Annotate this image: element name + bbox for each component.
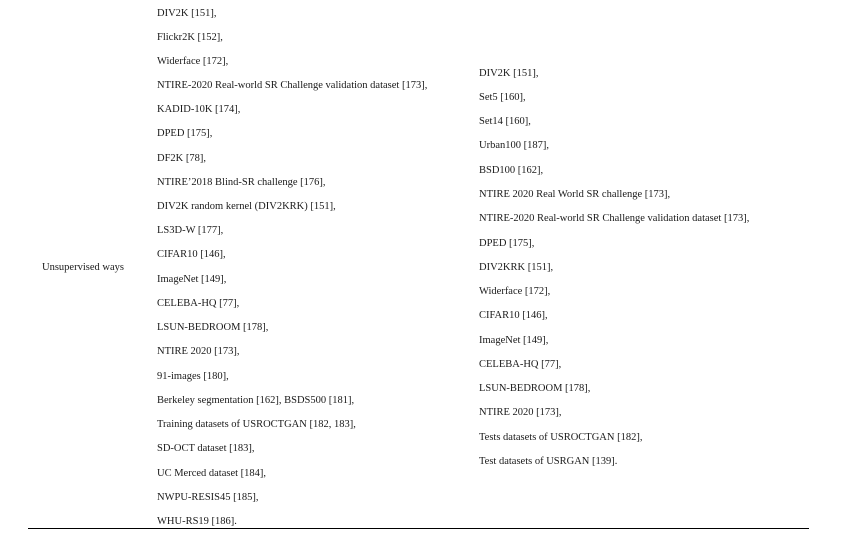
list-item: Set5 [160], — [479, 92, 526, 103]
list-item: CIFAR10 [146], — [157, 249, 226, 260]
list-item: NTIRE-2020 Real-world SR Challenge validation dataset [173], — [157, 80, 428, 91]
list-item: CIFAR10 [146], — [479, 310, 548, 321]
list-item: UC Merced dataset [184], — [157, 468, 267, 479]
list-item: Tests datasets of USROCTGAN [182], — [479, 432, 643, 443]
list-item: Test datasets of USRGAN [139]. — [479, 456, 618, 467]
list-item: DIV2K [151], — [157, 8, 217, 19]
list-item: DPED [175], — [479, 238, 535, 249]
list-item: DF2K [78], — [157, 153, 206, 164]
table-bottom-rule — [28, 528, 809, 529]
list-item: LSUN-BEDROOM [178], — [157, 322, 269, 333]
list-item: Training datasets of USROCTGAN [182, 183], — [157, 419, 356, 430]
list-item: 91-images [180], — [157, 371, 229, 382]
list-item: NTIRE-2020 Real-world SR Challenge validation dataset [173], — [479, 213, 750, 224]
list-item: Flickr2K [152], — [157, 32, 223, 43]
list-item: CELEBA-HQ [77], — [479, 359, 562, 370]
list-item: NTIRE’2018 Blind-SR challenge [176], — [157, 177, 326, 188]
list-item: BSD100 [162], — [479, 165, 544, 176]
list-item: Berkeley segmentation [162], BSDS500 [181], — [157, 395, 355, 406]
list-item: ImageNet [149], — [157, 274, 227, 285]
list-item: LS3D-W [177], — [157, 225, 224, 236]
list-item: ImageNet [149], — [479, 335, 549, 346]
list-item: DIV2K random kernel (DIV2KRK) [151], — [157, 201, 336, 212]
method-category-label: Unsupervised ways — [42, 262, 124, 273]
list-item: LSUN-BEDROOM [178], — [479, 383, 591, 394]
list-item: KADID-10K [174], — [157, 104, 241, 115]
list-item: WHU-RS19 [186]. — [157, 516, 237, 527]
list-item: Widerface [172], — [479, 286, 551, 297]
list-item: Widerface [172], — [157, 56, 229, 67]
list-item: Urban100 [187], — [479, 140, 549, 151]
list-item: NTIRE 2020 [173], — [157, 346, 240, 357]
list-item: DPED [175], — [157, 128, 213, 139]
list-item: NTIRE 2020 [173], — [479, 407, 562, 418]
list-item: NWPU-RESIS45 [185], — [157, 492, 259, 503]
list-item: DIV2KRK [151], — [479, 262, 554, 273]
list-item: SD-OCT dataset [183], — [157, 443, 255, 454]
list-item: DIV2K [151], — [479, 68, 539, 79]
list-item: Set14 [160], — [479, 116, 531, 127]
list-item: CELEBA-HQ [77], — [157, 298, 240, 309]
list-item: NTIRE 2020 Real World SR challenge [173], — [479, 189, 671, 200]
